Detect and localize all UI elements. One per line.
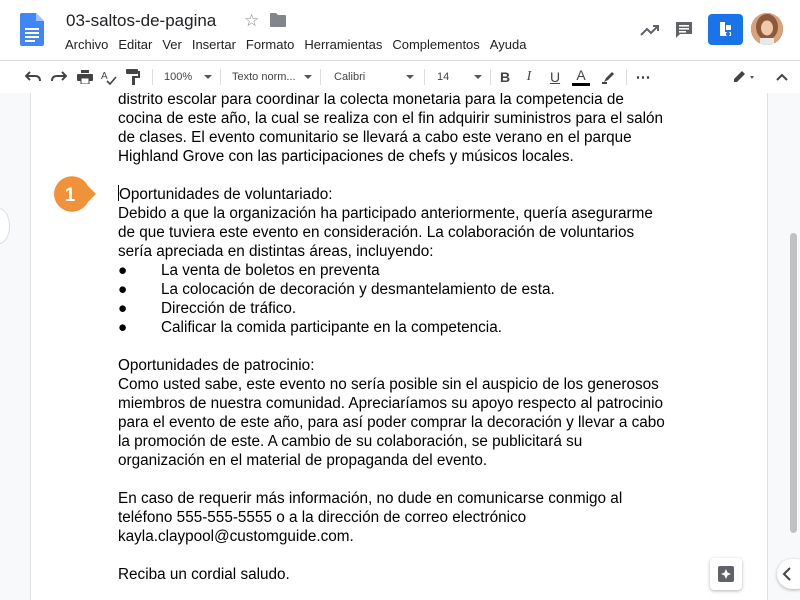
font-size-select[interactable] [437, 61, 482, 93]
toolbar-separator [424, 69, 425, 85]
menu-bar [65, 37, 536, 52]
toolbar-separator [220, 69, 221, 85]
bullet-symbol: ● [118, 262, 128, 279]
svg-text:A: A [101, 71, 108, 82]
bold-button[interactable]: B [499, 69, 511, 85]
title-bar [0, 0, 800, 60]
paragraph-style-value: Texto norm... [232, 71, 296, 83]
blank-line [118, 470, 688, 489]
zoom-value: 100% [164, 71, 193, 83]
menu-archivo[interactable]: Archivo [65, 37, 109, 52]
menu-ver[interactable]: Ver [162, 37, 182, 52]
explore-icon [717, 565, 735, 583]
body-line: para el evento de este año, para así poder comprar la decoración y llevar a cabo [118, 414, 665, 431]
body-line: de que tuviera este evento en consideración. La colaboración de voluntarios [118, 224, 635, 241]
text-color-button[interactable] [570, 61, 592, 93]
docs-logo-icon[interactable] [20, 13, 44, 46]
closing-line: Reciba un cordial saludo. [118, 566, 290, 583]
underline-button[interactable]: U [549, 69, 561, 85]
list-item-text: Calificar la comida participante en la competencia. [161, 319, 502, 336]
body-line: Highland Grove con las participaciones de chefs y músicos locales. [118, 148, 574, 165]
paint-format-icon[interactable] [122, 61, 144, 93]
text-color-label: A [576, 67, 586, 83]
body-line: distrito escolar para coordinar la colecta monetaria para la competencia de [118, 93, 624, 108]
body-line: En caso de requerir más información, no dude en comunicarse conmigo al [118, 490, 623, 507]
list-item-text: La colocación de decoración y desmantelamiento de esta. [161, 281, 555, 298]
body-line: miembros de nuestra comunidad. Apreciaríamos su apoyo respecto al patrocinio [118, 395, 664, 412]
chevron-down-icon [474, 75, 482, 79]
list-item-text: Dirección de tráfico. [161, 300, 297, 317]
body-line: sería apreciada en distintas áreas, incluyendo: [118, 243, 434, 260]
blank-line [118, 337, 688, 356]
list-item [118, 299, 688, 318]
pencil-icon [732, 70, 758, 84]
document-body[interactable] [118, 93, 688, 584]
body-line: teléfono 555-555-5555 o a la dirección de correo electrónico [118, 509, 527, 526]
undo-icon[interactable] [22, 61, 44, 93]
italic-button[interactable]: I [526, 69, 532, 84]
menu-editar[interactable]: Editar [118, 37, 153, 52]
body-line: Debido a que la organización ha participado anteriormente, quería asegurarme [118, 205, 653, 222]
paragraph-style-select[interactable] [232, 61, 312, 93]
sponsor-heading: Oportunidades de patrocinio: [118, 357, 315, 374]
outline-toggle[interactable] [0, 208, 10, 244]
spellcheck-icon[interactable] [98, 61, 120, 93]
scrollbar-thumb[interactable] [790, 233, 797, 533]
zoom-select[interactable] [164, 61, 212, 93]
explore-button[interactable] [710, 558, 742, 590]
activity-trend-icon[interactable] [640, 20, 660, 40]
step-callout [52, 174, 96, 214]
menu-herramientas[interactable]: Herramientas [304, 37, 383, 52]
list-item [118, 261, 688, 280]
text-color-swatch [572, 83, 590, 86]
blank-line [118, 546, 688, 565]
share-button[interactable] [708, 14, 743, 45]
body-line: de clases. El evento comunitario se llevará a cabo este verano en el parque [118, 129, 632, 146]
toolbar-separator [490, 69, 491, 85]
blank-line [118, 166, 688, 185]
formatting-toolbar [0, 60, 800, 94]
body-line: la promoción de este. A cambio de su colaboración, se publicitará su [118, 433, 583, 450]
avatar[interactable] [751, 13, 783, 45]
redo-icon[interactable] [48, 61, 70, 93]
list-item [118, 280, 688, 299]
document-page[interactable] [30, 93, 768, 600]
chevron-down-icon [204, 75, 212, 79]
more-button[interactable]: ⋯ [635, 69, 651, 86]
comment-icon[interactable] [674, 20, 694, 40]
menu-formato[interactable]: Formato [245, 37, 295, 52]
editing-mode-button[interactable] [727, 61, 763, 93]
highlight-icon[interactable] [598, 61, 620, 93]
bullet-symbol: ● [118, 319, 128, 336]
step-callout-number: 1 [64, 185, 76, 206]
font-select[interactable] [334, 61, 414, 93]
menu-insertar[interactable]: Insertar [191, 37, 236, 52]
body-line: kayla.claypool@customguide.com. [118, 528, 354, 545]
toolbar-separator [320, 69, 321, 85]
bullet-symbol: ● [118, 281, 128, 298]
side-panel-toggle[interactable] [777, 559, 800, 589]
list-item [118, 318, 688, 337]
toolbar-separator [626, 69, 627, 85]
chevron-left-icon [777, 559, 797, 589]
font-size-value: 14 [437, 71, 450, 83]
body-line: cocina de este año, la cual se realiza con el fin adquirir suministros para el salón [118, 110, 664, 127]
volunteer-heading-line [118, 185, 688, 204]
document-canvas [0, 93, 800, 600]
print-icon[interactable] [74, 61, 96, 93]
menu-complementos[interactable]: Complementos [392, 37, 480, 52]
star-icon[interactable]: ☆ [244, 11, 260, 30]
chevron-down-icon [406, 75, 414, 79]
font-value: Calibri [334, 71, 366, 83]
list-item-text: La venta de boletos en preventa [161, 262, 380, 279]
share-icon [708, 14, 743, 45]
menu-ayuda[interactable]: Ayuda [489, 37, 527, 52]
bullet-symbol: ● [118, 300, 128, 317]
collapse-menus-icon[interactable] [771, 61, 793, 93]
volunteer-heading: Oportunidades de voluntariado: [119, 186, 333, 203]
toolbar-separator [152, 69, 153, 85]
chevron-down-icon [304, 75, 312, 79]
folder-icon[interactable] [270, 13, 286, 27]
body-line: organización en el material de propaganda del evento. [118, 452, 488, 469]
body-line: Como usted sabe, este evento no sería posible sin el auspicio de los generosos [118, 376, 659, 393]
document-title[interactable]: 03-saltos-de-pagina [66, 11, 217, 30]
